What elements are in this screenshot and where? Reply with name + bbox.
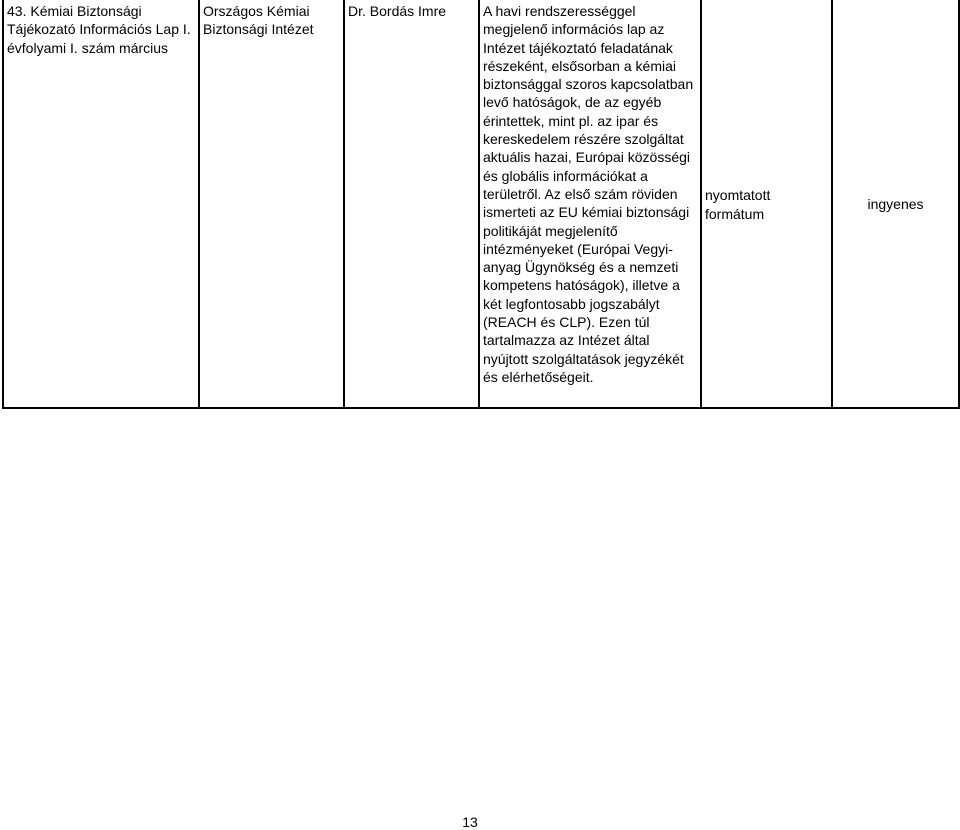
publisher-cell: Országos Kémiai Biztonsági Intézet — [199, 0, 344, 408]
author-cell: Dr. Bordás Imre — [344, 0, 479, 408]
price-cell: ingyenes — [832, 0, 959, 408]
table-row — [3, 0, 959, 408]
format-cell: nyomtatott formátum — [701, 0, 832, 408]
description-cell: A havi rendszerességgel megjelenő információs lap az Intézet tájékoztató feladatának részeként, elsősorban a kémiai biztonsággal szoros kapcsolatban levő hatóságok, de az egyéb érintettek, mint pl. az ipar és kereskedelem részére szolgáltat aktuális hazai, Európai közösségi és globális információkat a területről. Az első szám röviden ismerteti az EU kémiai biztonsági politikáját megjelenítő intézményeket (Európai Vegyi-anyag Ügynökség és a nemzeti kompetens hatóságok), illetve a két legfontosabb jogszabályt (REACH és CLP). Ezen túl tartalmazza az Intézet által nyújtott szolgáltatások jegyzékét és elérhetőségeit. — [479, 0, 701, 408]
page-number: 13 — [462, 814, 478, 830]
publication-table — [2, 0, 960, 409]
publication-title-cell: 43. Kémiai Biztonsági Tájékozató Információs Lap I. évfolyami I. szám március — [3, 0, 199, 408]
